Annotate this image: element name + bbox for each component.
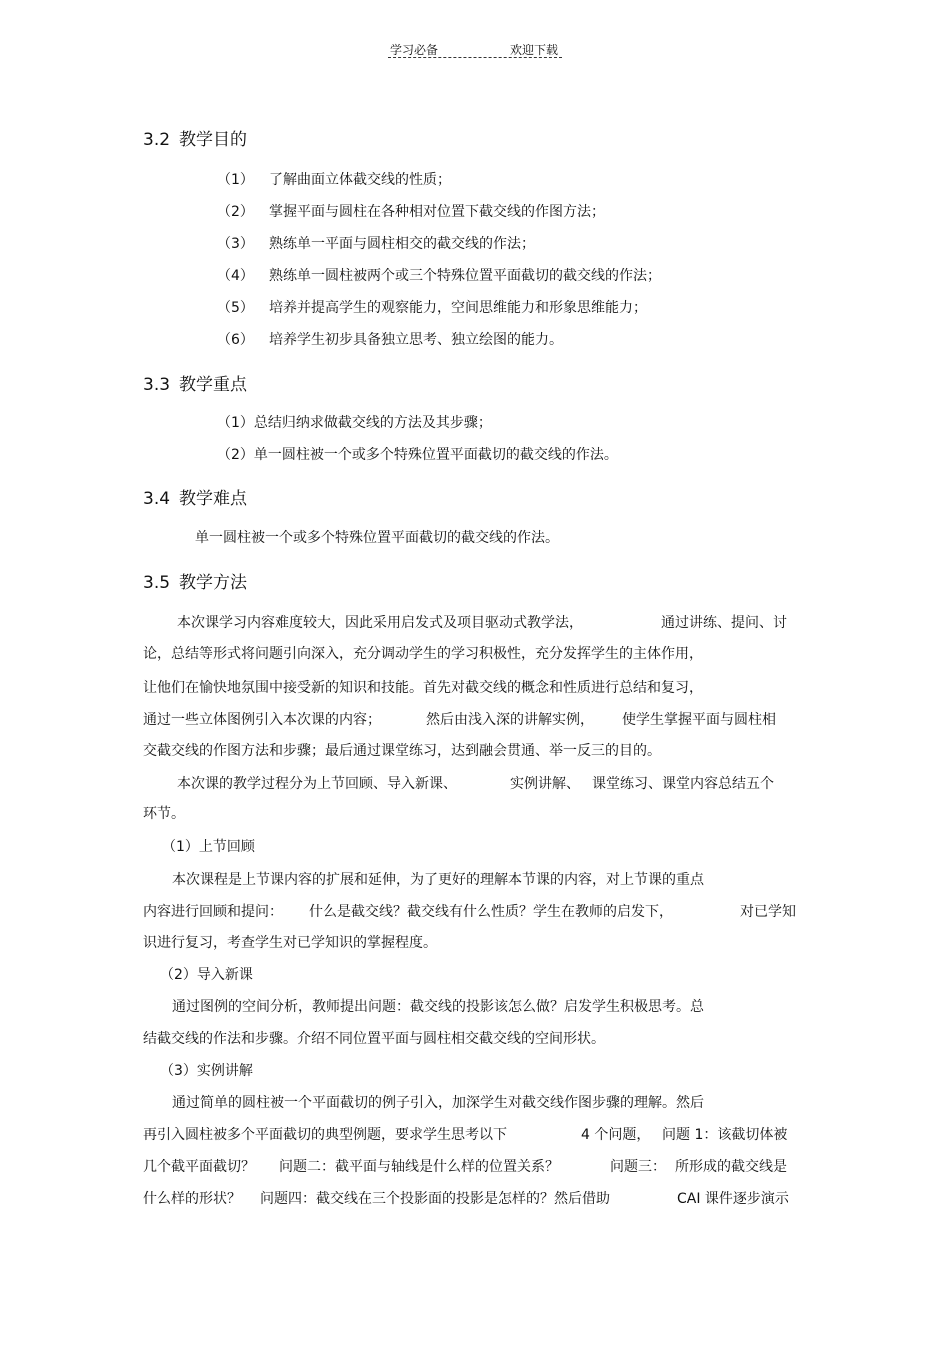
- section-heading-3-5: [143, 568, 247, 593]
- list-item: （1）总结归纳求做截交线的方法及其步骤；: [217, 415, 492, 431]
- list-item: [217, 329, 563, 349]
- text-line: 问题三：: [610, 1159, 666, 1175]
- section-title: 教学目的: [179, 130, 247, 150]
- subheading: （3）实例讲解: [160, 1063, 253, 1079]
- text-line: 环节。: [143, 806, 185, 822]
- text-line: 问题二：截平面与轴线是什么样的位置关系？: [279, 1159, 559, 1175]
- item-label: （3）: [217, 236, 254, 252]
- text-line: 通过简单的圆柱被一个平面截切的例子引入，加深学生对截交线作图步骤的理解。然后: [172, 1095, 704, 1111]
- subheading: （1）上节回顾: [162, 839, 255, 855]
- text-line: 所形成的截交线是: [675, 1159, 787, 1175]
- text-line: 通过图例的空间分析，教师提出问题：截交线的投影该怎么做？启发学生积极思考。总: [172, 999, 704, 1015]
- list-item: [217, 169, 451, 189]
- text-line: CAI 课件逐步演示: [677, 1191, 789, 1207]
- text-line: 交截交线的作图方法和步骤；最后通过课堂练习，达到融会贯通、举一反三的目的。: [143, 743, 661, 759]
- item-text: 培养学生初步具备独立思考、独立绘图的能力。: [269, 332, 563, 348]
- section-number: 3.4: [143, 489, 171, 509]
- text-line: 内容进行回顾和提问：: [143, 904, 283, 920]
- item-text: 掌握平面与圆柱在各种相对位置下截交线的作图方法；: [269, 204, 605, 220]
- list-item: [217, 297, 647, 317]
- text-line: 使学生掌握平面与圆柱相: [622, 712, 776, 728]
- text-line: 实例讲解、: [510, 776, 580, 792]
- item-label: （1）: [217, 172, 254, 188]
- text-line: 本次课学习内容难度较大，因此采用启发式及项目驱动式教学法，: [177, 615, 583, 631]
- header-divider: [388, 57, 562, 58]
- section-number: 3.5: [143, 573, 171, 593]
- list-item: [217, 201, 605, 221]
- item-text: 熟练单一平面与圆柱相交的截交线的作法；: [269, 236, 535, 252]
- text-line: 课堂练习、课堂内容总结五个: [592, 776, 774, 792]
- section-title: 教学方法: [179, 573, 247, 593]
- text-line: 本次课的教学过程分为上节回顾、导入新课、: [177, 776, 457, 792]
- text-line: 通过讲练、提问、讨: [661, 615, 787, 631]
- list-item: [217, 233, 535, 253]
- text-line: 然后由浅入深的讲解实例，: [426, 712, 594, 728]
- header-left: 学习必备: [390, 43, 439, 57]
- item-label: （4）: [217, 268, 254, 284]
- text-line: 4 个问题，: [581, 1127, 651, 1143]
- subheading: （2）导入新课: [160, 967, 253, 983]
- section-title: 教学重点: [179, 375, 247, 395]
- item-text: 了解曲面立体截交线的性质；: [269, 172, 451, 188]
- text-line: 几个截平面截切？: [143, 1159, 255, 1175]
- text-line: 什么是截交线？截交线有什么性质？学生在教师的启发下，: [309, 904, 673, 920]
- list-item: （2）单一圆柱被一个或多个特殊位置平面截切的截交线的作法。: [217, 447, 618, 463]
- text-line: 论，总结等形式将问题引向深入，充分调动学生的学习积极性，充分发挥学生的主体作用，: [143, 646, 703, 662]
- section-heading-3-3: [143, 370, 247, 395]
- list-item: [217, 265, 661, 285]
- header-right: 欢迎下载: [510, 43, 559, 57]
- text-line: 再引入圆柱被多个平面截切的典型例题，要求学生思考以下: [143, 1127, 507, 1143]
- section-number: 3.3: [143, 375, 171, 395]
- text-line: 问题 1：该截切体被: [662, 1127, 788, 1143]
- text-line: 本次课程是上节课内容的扩展和延伸，为了更好的理解本节课的内容，对上节课的重点: [172, 872, 704, 888]
- text-line: 什么样的形状？: [143, 1191, 241, 1207]
- section-number: 3.2: [143, 130, 171, 150]
- text-line: 对已学知: [740, 904, 796, 920]
- text-line: 结截交线的作法和步骤。介绍不同位置平面与圆柱相交截交线的空间形状。: [143, 1031, 605, 1047]
- text-line: 通过一些立体图例引入本次课的内容；: [143, 712, 381, 728]
- item-text: 熟练单一圆柱被两个或三个特殊位置平面截切的截交线的作法；: [269, 268, 661, 284]
- text-line: 问题四：截交线在三个投影面的投影是怎样的？然后借助: [260, 1191, 610, 1207]
- section-title: 教学难点: [179, 489, 247, 509]
- section-heading-3-4: [143, 484, 247, 509]
- text-line: 识进行复习，考查学生对已学知识的掌握程度。: [143, 935, 437, 951]
- text-line: 让他们在愉快地氛围中接受新的知识和技能。首先对截交线的概念和性质进行总结和复习，: [143, 680, 703, 696]
- item-text: 培养并提高学生的观察能力，空间思维能力和形象思维能力；: [269, 300, 647, 316]
- item-label: （5）: [217, 300, 254, 316]
- item-label: （6）: [217, 332, 254, 348]
- section-heading-3-2: [143, 125, 247, 150]
- paragraph-text: 单一圆柱被一个或多个特殊位置平面截切的截交线的作法。: [195, 530, 559, 546]
- item-label: （2）: [217, 204, 254, 220]
